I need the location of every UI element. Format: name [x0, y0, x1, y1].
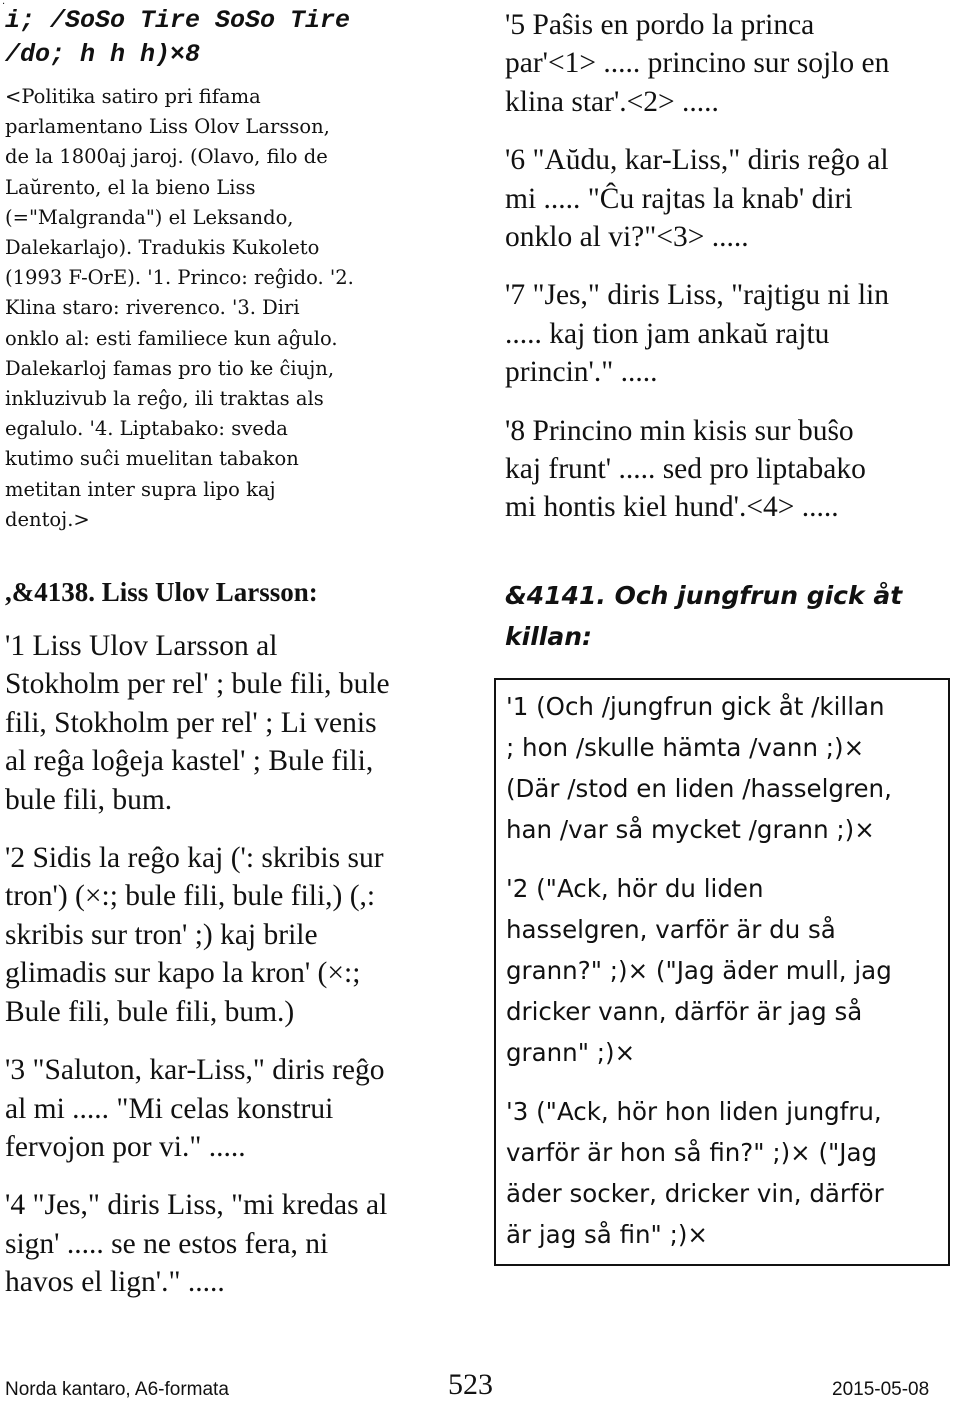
verse-8: '8 Princino min kisis sur buŝo kaj frunt' ..... sed pro liptabako mi hontis kiel hund'.<4> .....: [505, 414, 866, 524]
song-heading-4141: &4141. Och jungfrun gick åt killan:: [505, 580, 903, 651]
verse-1: '1 Liss Ulov Larsson al Stokholm per rel' ; bule fili, bule fili, Stokholm per rel' ; Li venis al reĝa loĝeja kastel' ; Bule fili, bule fili, bum.: [5, 630, 390, 816]
verse-7: '7 "Jes," diris Liss, "rajtigu ni lin ..... kaj tion jam ankaŭ rajtu princin'." .....: [505, 279, 889, 389]
intro-note: <Politika satiro pri fifama parlamentano Liss Olov Larsson, de la 1800aj jaroj. (Olavo, filo de Laŭrento, el la bieno Liss (="Malgranda") el Leksando, Dalekarlajo). Tradukis Kukoleto (1993 F-OrE). '1. Princo: reĝido. '2. Klina staro: riverenco. '3. Diri onklo al: esti familiece kun aĝulo. Dalekarloj famas pro tio ke ĉiujn, inkluzivub la reĝo, ili traktas als egalulo. '4. Liptabako: sveda kutimo suĉi muelitan tabakon metitan inter supra lipo kaj dentoj.>: [5, 85, 354, 531]
box-verse-3: '3 ("Ack, hör hon liden jungfru, varför är hon så fin?" ;)× ("Jag äder socker, dricker vin, därför är jag så fin" ;)×: [506, 1097, 884, 1249]
corner-mark: .: [2, 0, 6, 7]
box-verse-1: '1 (Och /jungfrun gick åt /killan ; hon /skulle hämta /vann ;)× (Där /stod en liden /hasselgren, han /var så mycket /grann ;)×: [506, 692, 892, 844]
footer-date: 2015-05-08: [832, 1379, 930, 1400]
verse-5: '5 Paŝis en pordo la princa par'<1> ..... princino sur sojlo en klina star'.<2> .....: [505, 9, 890, 118]
tune-line-1: i; /SoSo Tire SoSo Tire: [5, 6, 351, 35]
page-number: 523: [448, 1368, 493, 1401]
verse-4: '4 "Jes," diris Liss, "mi kredas al sign' ..... se ne estos fera, ni havos el lign'." .....: [5, 1189, 388, 1299]
verse-3: '3 "Saluton, kar-Liss," diris reĝo al mi ..... "Mi celas konstrui fervojon por vi." .....: [5, 1054, 385, 1163]
box-verse-2: '2 ("Ack, hör du liden hasselgren, varför är du så grann?" ;)× ("Jag äder mull, jag dricker vann, därför är jag så grann" ;)×: [506, 874, 892, 1067]
swedish-lyrics-box: [494, 678, 950, 1266]
tune-line-2: /do; h h h)×8: [5, 40, 201, 69]
verse-6: '6 "Aŭdu, kar-Liss," diris reĝo al mi ..... "Ĉu rajtas la knab' diri onklo al vi?"<3> .....: [505, 144, 889, 254]
verse-2: '2 Sidis la reĝo kaj (': skribis sur tron') (×:; bule fili, bule fili,) (,: skribis sur tron' ;) kaj brile glimadis sur kapo la kron' (×:; Bule fili, bule fili, bum.): [5, 842, 384, 1028]
page-footer: [0, 1368, 960, 1402]
left-column: [5, 0, 470, 1302]
footer-title: Norda kantaro, A6-formata: [5, 1379, 229, 1400]
song-heading-4138: ,&4138. Liss Ulov Larsson:: [5, 577, 318, 608]
right-column: [505, 0, 955, 657]
